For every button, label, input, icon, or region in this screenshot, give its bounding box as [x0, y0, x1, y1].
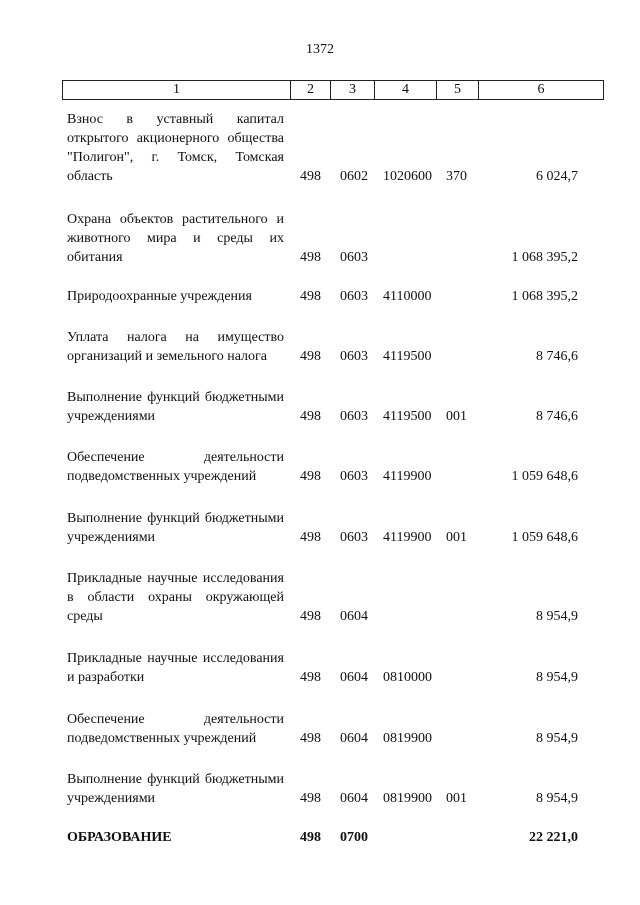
row-code-4: 4119900 [383, 469, 432, 484]
row-code-4: 4110000 [383, 289, 432, 304]
row-code-2: 498 [300, 731, 321, 746]
row-name: Природоохранные учреждения [67, 289, 252, 304]
column-header-4: 4 [375, 81, 437, 100]
row-name: Обеспечение деятельности подведомственных учреждений [67, 450, 284, 484]
row-amount: 8 954,9 [536, 670, 578, 685]
row-amount: 1 059 648,6 [511, 469, 578, 484]
row-code-5: 370 [446, 169, 467, 184]
row-code-2: 498 [300, 250, 321, 265]
column-header-2: 2 [291, 81, 331, 100]
row-amount: 8 954,9 [536, 609, 578, 624]
row-amount: 8 954,9 [536, 791, 578, 806]
row-amount: 22 221,0 [529, 830, 578, 845]
row-code-3: 0700 [340, 830, 368, 845]
row-code-4: 0819900 [383, 731, 432, 746]
row-amount: 6 024,7 [536, 169, 578, 184]
row-code-2: 498 [300, 349, 321, 364]
row-code-3: 0604 [340, 731, 368, 746]
row-code-2: 498 [300, 289, 321, 304]
row-code-4: 4119900 [383, 530, 432, 545]
row-name: Уплата налога на имущество организаций и земельного налога [67, 330, 284, 364]
row-code-3: 0602 [340, 169, 368, 184]
row-code-2: 498 [300, 530, 321, 545]
column-header-6: 6 [479, 81, 604, 100]
row-code-2: 498 [300, 670, 321, 685]
row-code-3: 0604 [340, 791, 368, 806]
table-row [0, 328, 640, 366]
row-code-3: 0603 [340, 469, 368, 484]
row-code-5: 001 [446, 409, 467, 424]
row-name: Выполнение функций бюджетными учреждениями [67, 511, 284, 545]
row-code-3: 0604 [340, 609, 368, 624]
row-name: Выполнение функций бюджетными учреждениями [67, 390, 284, 424]
row-code-2: 498 [300, 409, 321, 424]
row-amount: 8 746,6 [536, 409, 578, 424]
row-code-2: 498 [300, 830, 321, 845]
row-code-4: 4119500 [383, 409, 432, 424]
row-code-4: 1020600 [383, 169, 432, 184]
row-code-3: 0603 [340, 349, 368, 364]
table-row [0, 210, 640, 267]
row-code-2: 498 [300, 609, 321, 624]
row-code-4: 0810000 [383, 670, 432, 685]
row-code-4: 0819900 [383, 791, 432, 806]
row-name: Охрана объектов растительного и животного мира и среды их обитания [67, 212, 284, 265]
row-code-3: 0603 [340, 409, 368, 424]
row-name: Взнос в уставный капитал открытого акционерного общества "Полигон", г. Томск, Томская область [67, 112, 284, 184]
table-row-section-total [0, 828, 640, 847]
table-row [0, 770, 640, 808]
row-name: Прикладные научные исследования и разработки [67, 651, 284, 685]
row-code-3: 0604 [340, 670, 368, 685]
row-code-4: 4119500 [383, 349, 432, 364]
table-row [0, 649, 640, 687]
table-row [0, 569, 640, 626]
row-amount: 8 954,9 [536, 731, 578, 746]
page-number: 1372 [306, 42, 334, 57]
row-name: Прикладные научные исследования в области охраны окружающей среды [67, 571, 284, 624]
row-code-3: 0603 [340, 530, 368, 545]
row-amount: 1 059 648,6 [511, 530, 578, 545]
column-header-row [62, 80, 604, 100]
table-row [0, 509, 640, 547]
table-row [0, 448, 640, 486]
table-row [0, 110, 640, 186]
table-row [0, 287, 640, 306]
column-header-5: 5 [437, 81, 479, 100]
row-code-5: 001 [446, 791, 467, 806]
row-code-3: 0603 [340, 289, 368, 304]
row-code-3: 0603 [340, 250, 368, 265]
table-row [0, 710, 640, 748]
row-code-2: 498 [300, 169, 321, 184]
row-amount: 1 068 395,2 [511, 289, 578, 304]
column-header-3: 3 [331, 81, 375, 100]
row-name: ОБРАЗОВАНИЕ [67, 830, 172, 845]
table-row [0, 388, 640, 426]
row-code-5: 001 [446, 530, 467, 545]
row-amount: 1 068 395,2 [511, 250, 578, 265]
row-name: Выполнение функций бюджетными учреждениями [67, 772, 284, 806]
row-code-2: 498 [300, 791, 321, 806]
row-code-2: 498 [300, 469, 321, 484]
row-amount: 8 746,6 [536, 349, 578, 364]
row-name: Обеспечение деятельности подведомственных учреждений [67, 712, 284, 746]
column-header-1: 1 [63, 81, 291, 100]
